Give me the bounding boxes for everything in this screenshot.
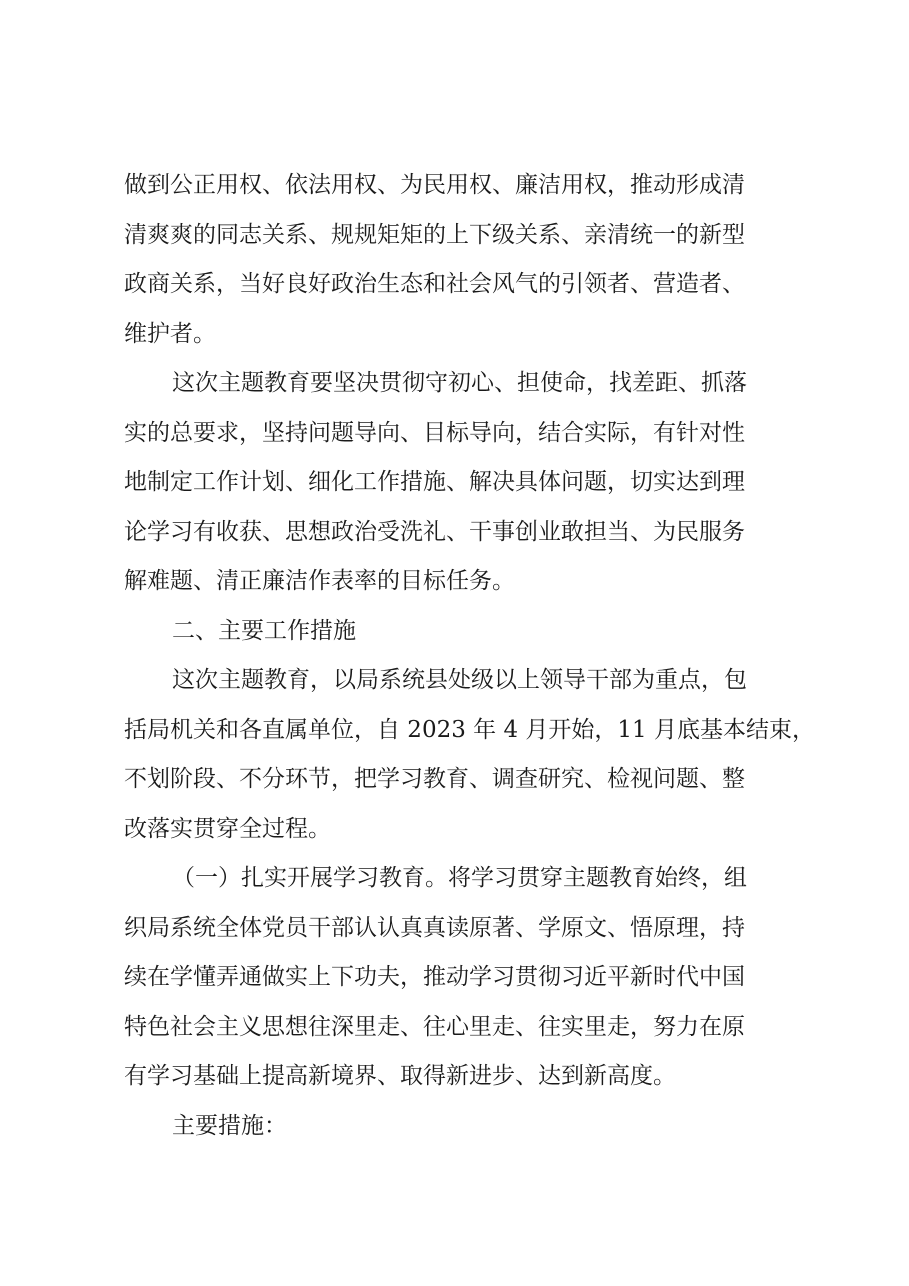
section-heading: [124, 607, 796, 657]
text-line: 这次主题教育要坚决贯彻守初心、担使命，找差距、抓落: [172, 370, 747, 396]
paragraph: [124, 656, 815, 854]
paragraph: [124, 161, 796, 359]
text-line: 维护者。: [124, 320, 216, 347]
text-line: 有学习基础上提高新境界、取得新进步、达到新高度。: [124, 1063, 676, 1089]
paragraph: [124, 359, 796, 607]
heading-line: 二、主要工作措施: [172, 617, 356, 644]
text-line: 地制定工作计划、细化工作措施、解决具体问题，切实达到理: [124, 469, 745, 495]
subheading-line: 主要措施：: [172, 1112, 287, 1139]
text-line: 清爽爽的同志关系、规规矩矩的上下级关系、亲清统一的新型: [124, 221, 745, 248]
text-line: 不划阶段、不分环节，把学习教育、调查研究、检视问题、整: [124, 766, 745, 792]
subheading: [124, 1102, 796, 1152]
text-line: 解难题、清正廉洁作表率的目标任务。: [124, 568, 515, 594]
text-line: 改落实贯穿全过程。: [124, 815, 331, 842]
paragraph: [124, 854, 796, 1102]
text-line: 括局机关和各直属单位，自 2023 年 4 月开始，11 月底基本结束，: [124, 716, 815, 743]
text-line: 织局系统全体党员干部认认真真读原著、学原文、悟原理，持: [124, 914, 745, 941]
text-line: 特色社会主义思想往深里走、往心里走、往实里走，努力在原: [124, 1013, 745, 1040]
text-line: 政商关系，当好良好政治生态和社会风气的引领者、营造者、: [124, 271, 745, 297]
text-line: 续在学懂弄通做实上下功夫，推动学习贯彻习近平新时代中国: [124, 964, 745, 990]
text-line: 这次主题教育，以局系统县处级以上领导干部为重点，包: [172, 667, 747, 693]
text-line: 做到公正用权、依法用权、为民用权、廉洁用权，推动形成清: [124, 172, 745, 198]
text-line: 论学习有收获、思想政治受洗礼、干事创业敢担当、为民服务: [124, 518, 745, 545]
text-line: （一）扎实开展学习教育。将学习贯穿主题教育始终，组: [172, 865, 747, 891]
text-line: 实的总要求，坚持问题导向、目标导向，结合实际，有针对性: [124, 419, 745, 446]
document-body: [124, 161, 815, 1151]
